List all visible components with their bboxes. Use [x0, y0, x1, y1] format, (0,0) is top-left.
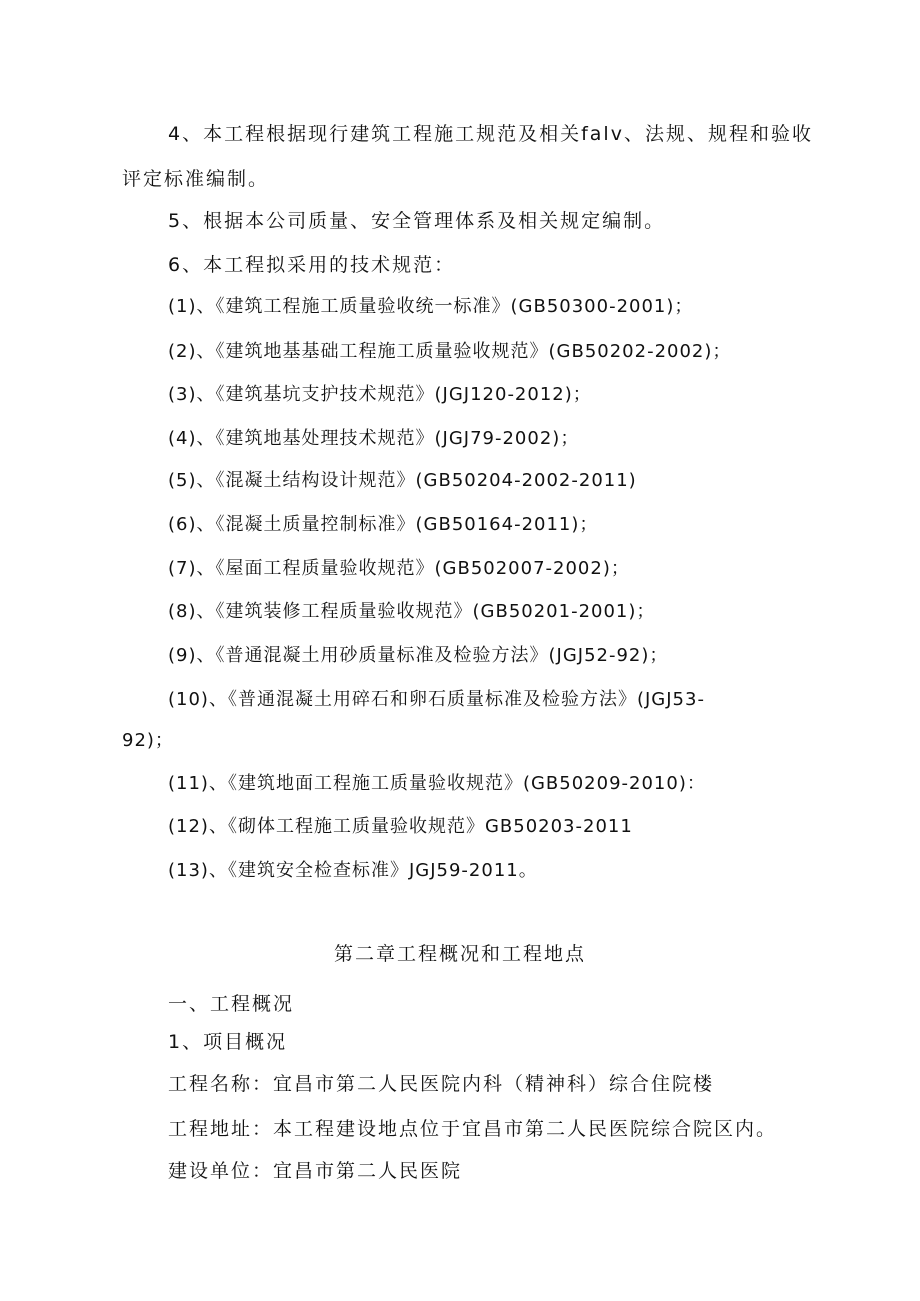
standard-item: (1)、《建筑工程施工质量验收统一标准》(GB50300-2001)；	[168, 296, 694, 317]
standard-item: (9)、《普通混凝土用砂质量标准及检验方法》(JGJ52-92)；	[168, 645, 669, 666]
standard-item: (2)、《建筑地基基础工程施工质量验收规范》(GB50202-2002)；	[168, 341, 732, 362]
project-name: 工程名称：宜昌市第二人民医院内科（精神科）综合住院楼	[168, 1073, 715, 1095]
item4-line1: 4、本工程根据现行建筑工程施工规范及相关falv、法规、规程和验收	[168, 123, 813, 145]
item6: 6、本工程拟采用的技术规范：	[168, 254, 456, 276]
subsection-heading: 1、项目概况	[168, 1031, 288, 1053]
owner: 建设单位：宜昌市第二人民医院	[168, 1160, 463, 1182]
standard-item: (4)、《建筑地基处理技术规范》(JGJ79-2002)；	[168, 428, 580, 449]
item5: 5、根据本公司质量、安全管理体系及相关规定编制。	[168, 210, 666, 232]
standard-item: (10)、《普通混凝土用碎石和卵石质量标准及检验方法》(JGJ53-	[168, 689, 705, 710]
item4-line2: 评定标准编制。	[122, 168, 270, 190]
section-heading: 一、工程概况	[168, 993, 295, 1015]
standard-item: (12)、《砌体工程施工质量验收规范》GB50203-2011	[168, 816, 633, 837]
standard-item: (5)、《混凝土结构设计规范》(GB50204-2002-2011)	[168, 470, 637, 491]
standard-item: (3)、《建筑基坑支护技术规范》(JGJ120-2012)；	[168, 384, 592, 405]
chapter-title: 第二章工程概况和工程地点	[333, 943, 586, 965]
standard-item: (6)、《混凝土质量控制标准》(GB50164-2011)；	[168, 514, 599, 535]
standard-item: (7)、《屋面工程质量验收规范》(GB502007-2002)；	[168, 558, 630, 579]
standard-item-continuation: 92)；	[122, 730, 174, 751]
standard-item: (11)、《建筑地面工程施工质量验收规范》(GB50209-2010)：	[168, 773, 706, 794]
project-address: 工程地址：本工程建设地点位于宜昌市第二人民医院综合院区内。	[168, 1118, 778, 1140]
standard-item: (8)、《建筑装修工程质量验收规范》(GB50201-2001)；	[168, 601, 656, 622]
standard-item: (13)、《建筑安全检查标准》JGJ59-2011。	[168, 860, 538, 881]
